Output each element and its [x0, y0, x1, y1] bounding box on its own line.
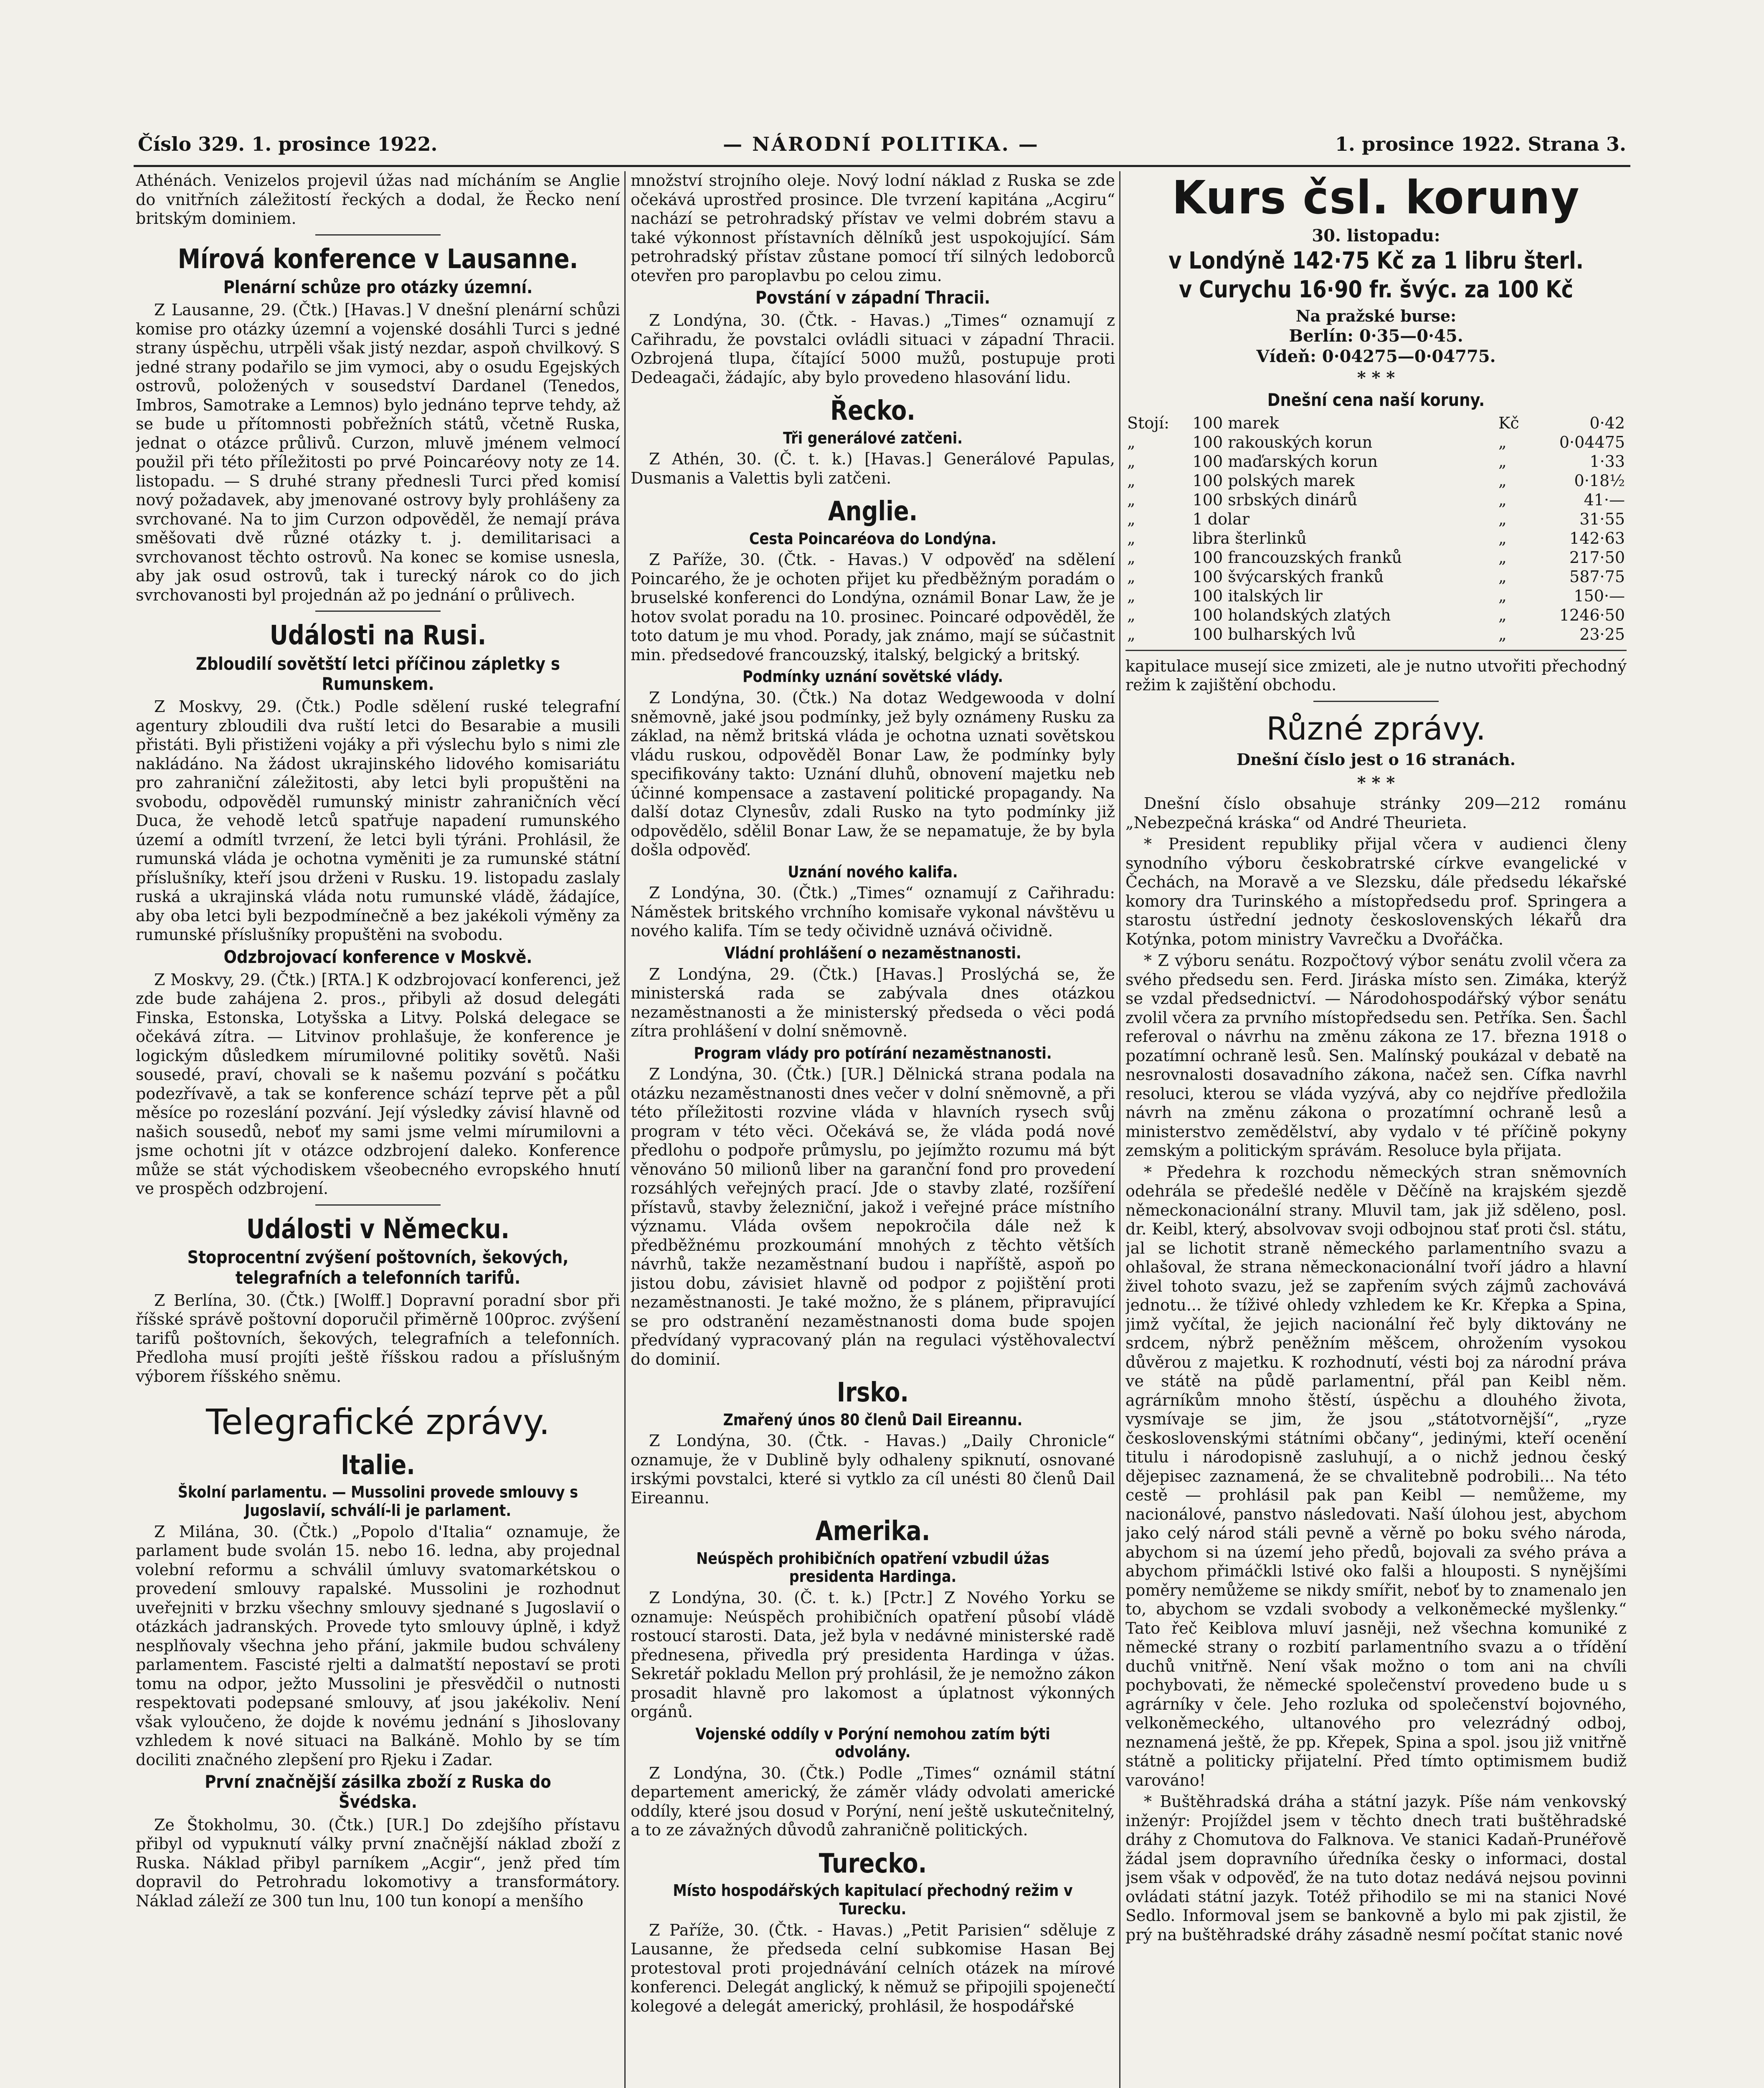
price-row — [1125, 548, 1627, 567]
section-title: Různé zprávy. — [1266, 710, 1486, 747]
header-rule — [134, 165, 1630, 167]
price-label: 100 rakouských korun — [1192, 433, 1373, 451]
price-value: 150·— — [1574, 586, 1625, 605]
price-row-prefix: Stojí: — [1127, 413, 1169, 432]
article-paragraph: Z Paříže, 30. (Čtk. - Havas.) „Petit Parisien“ sděluje z Lausanne, že předseda celní subkomise Hasan Bej protestoval proti projednávání celních otázek na mírové konferenci. Delegát anglický, k němuž se připojili spojenečtí kolegové a delegát americký, prohlásil, že hospodářské — [631, 1921, 1115, 2015]
london-rate: v Londýně 142·75 Kč za 1 libru šterl. — [1168, 247, 1584, 274]
price-row-prefix: „ — [1127, 606, 1135, 624]
section-title: Telegrafické zprávy. — [206, 1401, 550, 1443]
crown-price-table — [1125, 413, 1627, 644]
article-paragraph: Z Paříže, 30. (Čtk. - Havas.) V odpověď na sdělení Poincarého, že je ochoten přijet ku předběžným poradám o bruselské konferenci do Londýna, oznámil Bonar Law, že je hotov svolat poradu na 10. prosinec. Poincaré odpověděl, že toto datum je mu vhod. Porady, jak známo, mají se súčastnit min. předsedové francouzský, italský, belgický a britský. — [631, 550, 1115, 664]
price-row — [1125, 452, 1627, 471]
article-subtitle: Stoprocentní zvýšení poštovních, šekových, telegrafních a telefonních tarifů. — [187, 1247, 569, 1288]
price-label: 100 marek — [1192, 413, 1279, 432]
masthead: — NÁRODNÍ POLITIKA. — — [723, 133, 1039, 155]
section-separator: * * * — [1357, 773, 1395, 793]
price-unit: „ — [1498, 567, 1507, 586]
article-title: Povstání v západní Thracii. — [755, 287, 991, 308]
price-unit: Kč — [1498, 413, 1519, 432]
article-subtitle: Plenární schůze pro otázky územní. — [223, 276, 533, 297]
article-title: Mírová konference v Lausanne. — [177, 243, 578, 275]
article-subtitle: Zmařený únos 80 členů Dail Eireannu. — [723, 1410, 1023, 1429]
price-value: 217·50 — [1569, 548, 1625, 567]
article-paragraph: Z Londýna, 30. (Čtk.) [UR.] Dělnická strana podala na otázku nezaměstnanosti dnes večer v dolní sněmovně, a při této příležitosti rozvine vláda v hlavních rysech svůj program v této věci. Očekává se, že vláda podá nové předlohu o podpoře průmyslu, po jejímžto rozumu má být věnováno 50 milionů liber na garanční fond pro provedení rozsáhlých veřejných prací. Jde o stavby zlaté, rozšíření přístavů, stavby železniční, jakož i veřejné práce místního významu. Vláda ovšem nepokročila dále než k předběžnému prozkoumání mnohých z těchto větších návrhů, takže nezaměstnaní budou i napříště, aspoň po jistou dobu, závisiet hlavně od podpor z pojištění proti nezaměstnanosti. Je také možno, že s plánem, připravující se pro odstranění nezaměstnanosti doma bude spojen předvídaný vypracovaný plán na regulaci výstěhovalectví do dominií. — [631, 1065, 1115, 1368]
article-subtitle: Uznání nového kalifa. — [788, 862, 958, 881]
price-row-prefix: „ — [1127, 586, 1135, 605]
article-title: Události v Německu. — [246, 1214, 510, 1245]
article-subtitle: Školní parlamentu. — Mussolini provede smlouvy s Jugoslavií, schválí-li je parlament. — [177, 1483, 578, 1520]
article-subtitle: Vládní prohlášení o nezaměstnanosti. — [724, 943, 1021, 962]
price-value: 0·18½ — [1574, 471, 1625, 490]
price-row-prefix: „ — [1127, 471, 1135, 490]
price-row — [1125, 413, 1627, 433]
section-rule — [315, 234, 441, 236]
page-date: 1. prosince 1922. Strana 3. — [1335, 133, 1626, 155]
price-unit: „ — [1498, 490, 1507, 509]
article-subtitle: Cesta Poincaréova do Londýna. — [749, 529, 997, 548]
article-title: Události na Rusi. — [269, 620, 487, 651]
price-value: 0·42 — [1589, 413, 1625, 432]
article-paragraph: * President republiky přijal včera v audienci členy synodního výboru českobratrské církve evangelické v Čechách, na Moravě a ve Slezsku, dále předsedu lékařské komory dra Turinského a místopředsedu prof. Springera a starostu ústřední jednoty československých lékařů dra Kotýnka, potom ministry Vavrečku a Dvořáčka. — [1125, 835, 1627, 948]
section-rule — [1313, 701, 1439, 702]
article-subtitle: První značnější zásilka zboží z Ruska do Švédska. — [205, 1771, 551, 1812]
article-continuation: Athénách. Venizelos projevil úžas nad mícháním se Anglie do vnitřních záležitostí řeckých a dodal, že Řecko není britským dominiem. — [136, 171, 620, 228]
price-label: 1 dolar — [1192, 509, 1250, 528]
section-rule — [315, 1204, 441, 1206]
crown-price-title: Dnešní cena naší koruny. — [1267, 389, 1485, 410]
article-paragraph: Z Londýna, 30. (Čtk. - Havas.) „Times“ oznamují z Cařihradu, že povstalci ovládli situaci v západní Thracii. Ozbrojená tlupa, čítající 5000 mužů, postupuje proti Dedeagači, žádajíc, aby bylo provedeno hlasování lidu. — [631, 311, 1115, 387]
prague-bourse-label: Na pražské burse: — [1295, 306, 1457, 325]
price-row-prefix: „ — [1127, 625, 1135, 644]
price-value: 142·63 — [1569, 529, 1625, 547]
price-unit: „ — [1498, 433, 1507, 451]
issue-number: Číslo 329. 1. prosince 1922. — [138, 133, 438, 155]
price-unit: „ — [1498, 452, 1507, 471]
article-subtitle: Zbloudilí sovětští letci příčinou zápletky s Rumunskem. — [196, 653, 560, 694]
zurich-rate: v Curychu 16·90 fr. švýc. za 100 Kč — [1179, 276, 1574, 303]
price-value: 41·— — [1584, 490, 1625, 509]
price-row — [1125, 567, 1627, 586]
price-unit: „ — [1498, 586, 1507, 605]
article-paragraph: Z Lausanne, 29. (Čtk.) [Havas.] V dnešní plenární schůzi komise pro otázky územní a vojenské dosáhli Turci s jedné strany úspěchu, utrpěli však jistý nezdar, aspoň chvilkový. S jedné strany podařilo se jim vymoci, aby o osudu Egejských ostrovů, položených v sousedství Dardanel (Tenedos, Imbros, Samotrake a Lemnos) bylo jednáno teprve tehdy, až se bude u přítomnosti pobřežních států, včetně Ruska, jednat o otázce průlivů. Curzon, mluvě jménem velmocí použil při této příležitosti po prvé Poincaréovy noty ze 14. listopadu. — S druhé strany přednesli Turci před komisí nový požadavek, aby jmenované ostrovy byly prohlášeny za svrchované. Na to jim Curzon odpověděl, že nemají práva směšovati dvě různé otázky t. j. demilitarisaci a svrchovanost těchto ostrovů. Na konec se komise usnesla, aby jak osud ostrovů, tak i turecký nárok co do jich svrchovanosti byl projednán až po jednání o průlivech. — [136, 301, 620, 604]
price-row — [1125, 490, 1627, 509]
article-subtitle: Vojenské oddíly v Porýní nemohou zatím býti odvolány. — [695, 1724, 1050, 1761]
column-divider — [1119, 171, 1120, 2088]
article-paragraph: Ze Štokholmu, 30. (Čtk.) [UR.] Do zdejšího přístavu přibyl od vypuknutí války první značnější náklad zboží z Ruska. Náklad přibyl parníkem „Acgir“, jenž před tím dopravil do Petrohradu lokomotivy a transformátory. Náklad záleží ze 300 tun lnu, 100 tun konopí a menšího — [136, 1815, 620, 1910]
country-title: Anglie. — [828, 496, 918, 527]
price-unit: „ — [1498, 625, 1507, 644]
article-subtitle: Dnešní číslo jest o 16 stranách. — [1236, 750, 1516, 769]
column-2 — [631, 171, 1115, 2018]
article-subtitle: Místo hospodářských kapitulací přechodný režim v Turecku. — [673, 1881, 1073, 1918]
price-row — [1125, 529, 1627, 548]
article-continuation: množství strojního oleje. Nový lodní náklad z Ruska se zde očekává uprostřed prosince. Dle tvrzení kapitána „Acgiru“ nachází se petrohradský přístav ve velmi dobrém stavu a také výkonnost přístavních dělníků jest uspokojující. Sám petrohradský přístav zůstane pomocí tří silných ledoborců otevřen pro paroplavbu po celou zimu. — [631, 171, 1115, 285]
article-paragraph: Z Londýna, 29. (Čtk.) [Havas.] Proslýchá se, že ministerská rada se zabývala dnes otázkou nezaměstnanosti a že ministerský předseda o věci podá zítra prohlášení v dolní sněmovně. — [631, 965, 1115, 1041]
article-paragraph: Z Athén, 30. (Č. t. k.) [Havas.] Generálové Papulas, Dusmanis a Valettis byli zatčeni. — [631, 450, 1115, 487]
article-paragraph: * Z výboru senátu. Rozpočtový výbor senátu zvolil včera za svého předsedu sen. Ferd. Jiráska místo sen. Zimáka, kterýž se vzdal předsednictví. — Národohospodářský výbor senátu zvolil včera za prvního místopředsedu sen. Petříka. Sen. Šachl referoval o návrhu na změnu zákona ze 17. března 1918 o pozatímní ochraně lesů. Sen. Malínský poukázal v debatě na nesrovnalosti dosavadního zákona, načež sen. Cífka navrhl resoluci, kterou se vláda vyzývá, aby co nejdříve předložila návrh na změnu zákona o prozatímní ochraně lesů a ministerstvo zemědělství, aby vydalo v té příčině pokyny zemským a politickým správám. Resoluce byla přijata. — [1125, 951, 1627, 1160]
article-subtitle: Podmínky uznání sovětské vlády. — [743, 667, 1003, 686]
price-row — [1125, 606, 1627, 625]
article-subtitle: Tři generálové zatčeni. — [783, 428, 963, 447]
article-paragraph: Z Londýna, 30. (Čtk. - Havas.) „Daily Chronicle“ oznamuje, že v Dublině byly odhaleny spiknutí, osnované irskými povstalci, které si vytklo za cíl unésti 80 členů Dail Eireannu. — [631, 1432, 1115, 1507]
article-continuation: kapitulace musejí sice zmizeti, ale je nutno utvořiti přechodný režim k zajištění obchodu. — [1125, 656, 1627, 694]
price-value: 31·55 — [1579, 509, 1625, 528]
article-paragraph: Z Moskvy, 29. (Čtk.) Podle sdělení ruské telegrafní agentury zbloudili dva ruští letci do Besarabie a musili přistáti. Byli přistiženi vojáky a při výslechu bylo s nimi zle nakládáno. Na žádost ukrajinského lidového komisariátu pro zahraniční záležitosti, aby letci byli propuštěni na svobodu, odpověděl rumunský ministr zahraničních věcí Duca, že vehodě letců spatřuje napadení rumunského území a odmítl tvrzení, že letci byli týráni. Prohlásil, že rumunská vláda je ochotna vyměniti je za rumunské státní příslušníky, kteří jsou drženi v Rusku. 19. listopadu zaslaly ruská a ukrajinská vláda notu rumunské vládě, žádajíce, aby oba letci byli bezpodmínečně a bez jakékoli výměny za rumunské příslušníky propuštěni na svobodu. — [136, 697, 620, 944]
article-paragraph: Z Londýna, 30. (Čtk.) Na dotaz Wedgewooda v dolní sněmovně, jaké jsou podmínky, jež byly oznámeny Rusku za základ, na němž britská vláda je ochotna uznati sovětskou vládu ruskou, odpověděl Bonar Law, že podmínky byly specifikovány takto: Uznání dluhů, obnovení majetku neb účinné kompensace a zastavení politické propagandy. Na další dotaz Clynesův, zdali Rusko na tyto podmínky již odpovědělo, sdělil Bonar Law, že se nepamatuje, že by byla došla odpověď. — [631, 689, 1115, 859]
price-label: 100 švýcarských franků — [1192, 567, 1384, 586]
section-separator: * * * — [1357, 367, 1395, 388]
article-paragraph: Z Londýna, 30. (Čtk.) „Times“ oznamují z Cařihradu: Náměstek britského vrchního komisaře vykonal návštěvu u nového kalifa. Tím se tedy očividně uznává očividně. — [631, 884, 1115, 940]
price-value: 1·33 — [1589, 452, 1625, 471]
price-row-prefix: „ — [1127, 548, 1135, 567]
exchange-rate-date: 30. listopadu: — [1312, 226, 1440, 246]
article-paragraph: Z Milána, 30. (Čtk.) „Popolo d'Italia“ oznamuje, že parlament bude svolán 15. nebo 16. ledna, aby projednal volební reformu a schválil úmluvy svatomarkétskou o provedení smlouvy rapalské. Mussolini je rozhodnut uveřejniti v brzku všechny smlouvy sjednané s Jugoslavií o otázkách jadranských. Provede tyto smlouvy úplně, i když nesplňovaly všechna jeho přání, jakmile budou schváleny parlamentem. Fascisté rjelti a dalmatští nepostaví se proti tomu na odpor, ježto Mussolini je přesvědčil o nutnosti respektovati podepsané smlouvy, ať jsou jakékoliv. Není však vyloučeno, že dojde k novému jednání s Jihoslovany vzhledem k nové situaci na Balkáně. Mohlo by se tím dociliti značného zlepšení pro Rjeku i Zadar. — [136, 1522, 620, 1769]
exchange-rate-title: Kurs čsl. koruny — [1172, 171, 1580, 224]
country-title: Turecko. — [819, 1848, 927, 1879]
price-value: 0·04475 — [1559, 433, 1625, 451]
price-label: 100 holandských zlatých — [1192, 606, 1391, 624]
article-subtitle: Odzbrojovací konference v Moskvě. — [223, 946, 532, 967]
section-rule — [1125, 650, 1627, 651]
price-row-prefix: „ — [1127, 509, 1135, 528]
vienna-rate: Vídeň: 0·04275—0·04775. — [1256, 346, 1496, 366]
price-unit: „ — [1498, 529, 1507, 547]
article-paragraph: * Předehra k rozchodu německých stran sněmovních odehrála se předešlé neděle v Děčíně na krajském sjezdě německonacionální strany. Mluvil tam, jak již sděleno, posl. dr. Keibl, který, absolvovav svoji odbojnou stať proti čsl. státu, jal se lichotit straně německého parlamentního svazu a ohlašoval, že strana německonacionální tvoří jádro a hlavní živel tohoto svazu, jež se zapřením svých zájmů zachovává jednotu... že tíživé ohledy vzhledem ke Kr. Křepka a Spina, jimž vyčítal, že jejich nacionální řeč byly diktovány ne srdcem, nýbrž peněžním měšcem, ohrožením vysokou důvěrou z majetku. K rozhodnutí, vésti boj za národní práva ve státě na půdě parlamentní, přál pan Keibl něm. agrárníkům mnoho štěstí, úspěchu a dlouhého života, vysmívaje se jim, že jsou „státotvornější“, „ryze československými státními občany“, jedinými, kteří ocenění titulu i národopisně zasluhují, a o nichž jednou český dějepisec zaznamená, že se chvalitebně podrobili... Na této cestě — prohlásil pak pan Keibl — nemůžeme, my nacionálové, panstvo následovati. Naší úlohou jest, abychom jako celý národ stáli pevně a věrně po boku svého národa, abychom si na území jeho předů, bojovali za svého práva a abychom přimáčkli lstivé oko falši a hlouposti. S nynějšími poměry nemůžeme se nikdy smířit, neboť by to znamenalo jen to, abychom se vzdali svobody a velkoněmecké myšlenky.“ Tato řeč Keiblova mluví jasněji, než všechna komuniké z německé strany o rozbití parlamentního svazu a o třídění duchů vnitřně. Není však možno o tom ani na chvíli pochybovati, že německé společenství provedeno bude u s agrárníky v čele. Jeho rozluka od společenství bojovného, velkoněmeckého, ultanového pro velezrádný odboj, neznamená ještě, že pp. Křepek, Spina a spol. jsou již vnitřně státně a politicky přijatelní. Před tímto optimismem budiž varováno! — [1125, 1163, 1627, 1789]
price-unit: „ — [1498, 548, 1507, 567]
price-row — [1125, 586, 1627, 606]
article-paragraph: Z Londýna, 30. (Čtk.) Podle „Times“ oznámil státní departement americký, že záměr vlády odvolati americké oddíly, které jsou dosud v Porýní, není ještě uskutečnitelný, a to ze závažných důvodů zahraničně politických. — [631, 1764, 1115, 1840]
section-rule — [315, 611, 441, 612]
price-label: libra šterlinků — [1192, 529, 1307, 547]
article-subtitle: Program vlády pro potírání nezaměstnanosti. — [694, 1044, 1052, 1062]
article-paragraph: Z Moskvy, 29. (Čtk.) [RTA.] K odzbrojovací konferenci, jež zde bude zahájena 2. pros., přibyli až dosud delegáti Finska, Estonska, Lotyšska a Litvy. Polská delegace se očekává zítra. — Litvinov prohlašuje, že konference je logickým důsledkem mírumilovné politiky sovětů. Naši sousedé, praví, chovali se k našemu pozvání s počátku podezřívavě, a tak se konference schází teprve pět a půl měsíce po rozeslání pozvání. Její výsledky závisí hlavně od našich sousedů, neboť my sami jsme velmi mírumilovni a jsme ochotni jít v otázce odzbrojení daleko. Konference může se stát východiskem všeobecného evropského hnutí ve prospěch odzbrojení. — [136, 970, 620, 1198]
country-title: Italie. — [341, 1449, 415, 1481]
price-value: 587·75 — [1569, 567, 1625, 586]
column-1 — [136, 171, 620, 1913]
price-label: 100 bulharských lvů — [1192, 625, 1356, 644]
price-row-prefix: „ — [1127, 433, 1135, 451]
price-row — [1125, 433, 1627, 452]
country-title: Amerika. — [815, 1516, 930, 1547]
price-unit: „ — [1498, 471, 1507, 490]
price-label: 100 francouzských franků — [1192, 548, 1402, 567]
berlin-rate: Berlín: 0·35—0·45. — [1289, 326, 1463, 346]
price-value: 1246·50 — [1559, 606, 1625, 624]
price-row — [1125, 471, 1627, 490]
price-row-prefix: „ — [1127, 452, 1135, 471]
price-label: 100 italských lir — [1192, 586, 1323, 605]
price-row — [1125, 625, 1627, 644]
article-paragraph: Z Berlína, 30. (Čtk.) [Wolff.] Dopravní poradní sbor při říšské správě poštovní doporučil přiměrně 100proc. zvýšení tarifů poštovních, šekových, telegrafních a telefonních. Předloha musí projíti ještě říšskou radou a příslušným výborem říšského sněmu. — [136, 1291, 620, 1386]
article-subtitle: Neúspěch prohibičních opatření vzbudil úžas presidenta Hardinga. — [696, 1549, 1049, 1586]
price-value: 23·25 — [1579, 625, 1625, 644]
price-unit: „ — [1498, 509, 1507, 528]
price-label: 100 srbských dinárů — [1192, 490, 1358, 509]
price-unit: „ — [1498, 606, 1507, 624]
column-3 — [1125, 171, 1627, 1947]
column-divider — [624, 171, 626, 2088]
price-row-prefix: „ — [1127, 490, 1135, 509]
price-row-prefix: „ — [1127, 529, 1135, 547]
article-paragraph: Dnešní číslo obsahuje stránky 209—212 románu „Nebezpečná kráska“ od André Theurieta. — [1125, 794, 1627, 832]
country-title: Řecko. — [830, 395, 915, 427]
article-paragraph: Z Londýna, 30. (Č. t. k.) [Pctr.] Z Nového Yorku se oznamuje: Neúspěch prohibičních opatření působí vládě rostoucí starosti. Data, jež byla v nedávné ministerské radě přednesena, přivedla prý presidenta Hardinga v úžas. Sekretář pokladu Mellon prý prohlásil, že je nemožno zákon prosadit hlavně pro lakomost a úplatnost výkonných orgánů. — [631, 1589, 1115, 1721]
article-paragraph: * Buštěhradská dráha a státní jazyk. Píše nám venkovský inženýr: Projíždel jsem v těchto dnech trati buštěhradské dráhy z Chomutova do Falknova. Ve stanici Kadaň-Prunéřově žádal jsem dopravního úředníka česky o informaci, dostal jsem však v odpověď, že na tuto dotaz nedává nejsou povinni ovládati státní jazyk. Totéž přihodilo se mi na stanici Nové Sedlo. Informoval jsem se bankovně a bylo mi pak zjistil, že prý na buštěhradské dráhy zásadně nesmí počítat stanic nové — [1125, 1792, 1627, 1944]
price-label: 100 maďarských korun — [1192, 452, 1378, 471]
country-title: Irsko. — [836, 1377, 909, 1409]
price-row — [1125, 509, 1627, 529]
price-label: 100 polských marek — [1192, 471, 1355, 490]
price-row-prefix: „ — [1127, 567, 1135, 586]
